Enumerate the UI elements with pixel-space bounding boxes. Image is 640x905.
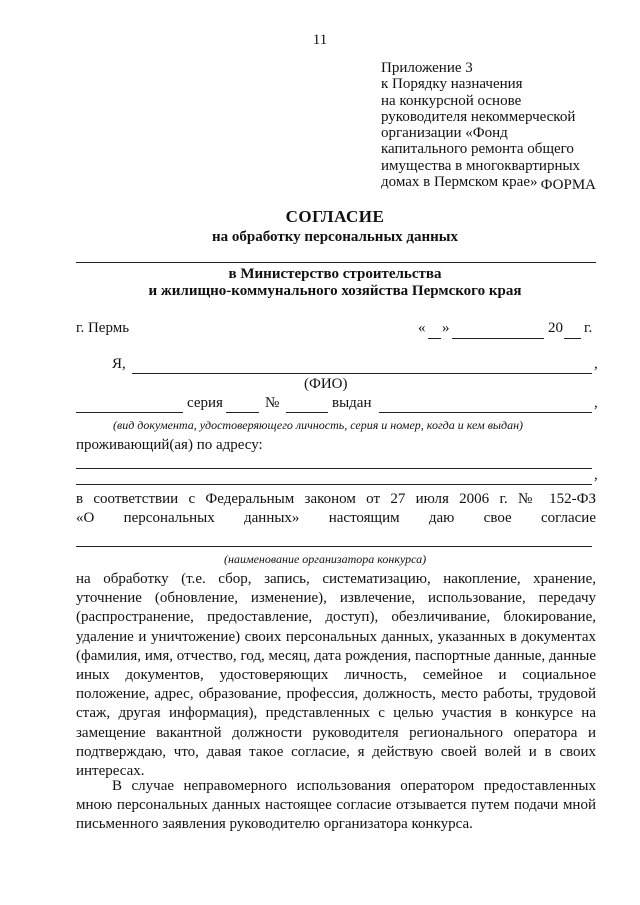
fio-blank[interactable] [132, 373, 592, 374]
law-reference-line-1: в соответствии с Федеральным законом от 27 июля 2006 г. № 152-ФЗ [76, 491, 596, 507]
issued-label: выдан [332, 395, 372, 411]
document-subtitle: на обработку персональных данных [212, 229, 458, 245]
document-hint: (вид документа, удостоверяющего личность, серия и номер, когда и кем выдан) [113, 418, 524, 432]
city-label: г. Пермь [76, 320, 130, 336]
appendix-line: домах в Пермском крае» [381, 174, 538, 191]
fio-caption: (ФИО) [304, 376, 348, 392]
ministry-line-2: и жилищно-коммунального хозяйства Пермского края [148, 283, 522, 299]
ministry-line-1: в Министерство строительства [228, 266, 442, 282]
year-suffix: г. [584, 320, 593, 336]
number-blank[interactable] [286, 412, 328, 413]
address-label: проживающий(ая) по адресу: [76, 437, 263, 453]
law-reference-line-2: «О персональных данных» настоящим даю свое согласие [76, 510, 596, 526]
appendix-line: на конкурсной основе [381, 92, 522, 109]
date-quote-close: » [442, 320, 450, 336]
date-quote-open: « [418, 320, 426, 336]
document-type-blank[interactable] [76, 412, 183, 413]
appendix-line: организации «Фонд [381, 125, 508, 142]
fio-comma: , [594, 356, 598, 372]
year-prefix: 20 [548, 320, 563, 336]
header-divider [76, 262, 596, 263]
issued-by-blank[interactable] [379, 412, 592, 413]
appendix-line: к Порядку назначения [381, 76, 523, 93]
appendix-line: руководителя некоммерческой [381, 108, 576, 125]
series-blank[interactable] [226, 412, 259, 413]
day-blank[interactable] [428, 338, 441, 339]
document-comma: , [594, 395, 598, 411]
page-number: 11 [312, 32, 328, 48]
month-blank[interactable] [452, 338, 544, 339]
number-label: № [265, 395, 280, 411]
address-blank-1[interactable] [76, 468, 592, 469]
address-blank-2[interactable] [76, 484, 592, 485]
organizer-blank[interactable] [76, 546, 592, 547]
appendix-line: имущества в многоквартирных [381, 157, 581, 174]
fio-prefix: Я, [112, 356, 126, 372]
appendix-line: Приложение 3 [381, 60, 473, 76]
revocation-paragraph: В случае неправомерного использования оператором предоставленных мною персональных данных настоящее согласие отзывается путем подачи мной письменного заявления руководителю организатора конкурса. [76, 778, 596, 833]
address-comma: , [594, 467, 598, 483]
consent-paragraph: на обработку (т.е. сбор, запись, систематизацию, накопление, хранение, уточнение (обновление, изменение), извлечение, использование, передачу (распространение, предоставление, доступ), обезличивание, блокирование, удаление и уничтожение) своих персональных данных, указанных в документах (фамилия, имя, отчество, год, месяц, дата рождения, паспортные данные, данные иных документов, удостоверяющих личность, семейное и социальное положение, адрес, образование, профессия, должность, место работы, трудовой стаж, другая информация), представленных с целью участия в конкурсе на замещение вакантной должности руководителя регионального оператора и подтверждаю, что, давая такое согласие, я действую своей волей и в своих интересах. [76, 571, 596, 780]
organizer-hint: (наименование организатора конкурса) [224, 552, 427, 566]
form-label: ФОРМА [540, 177, 596, 193]
appendix-reference [381, 60, 621, 190]
series-label: серия [187, 395, 223, 411]
year-blank[interactable] [564, 338, 581, 339]
appendix-line: капитального ремонта общего [381, 141, 574, 158]
document-title: СОГЛАСИЕ [285, 207, 385, 226]
